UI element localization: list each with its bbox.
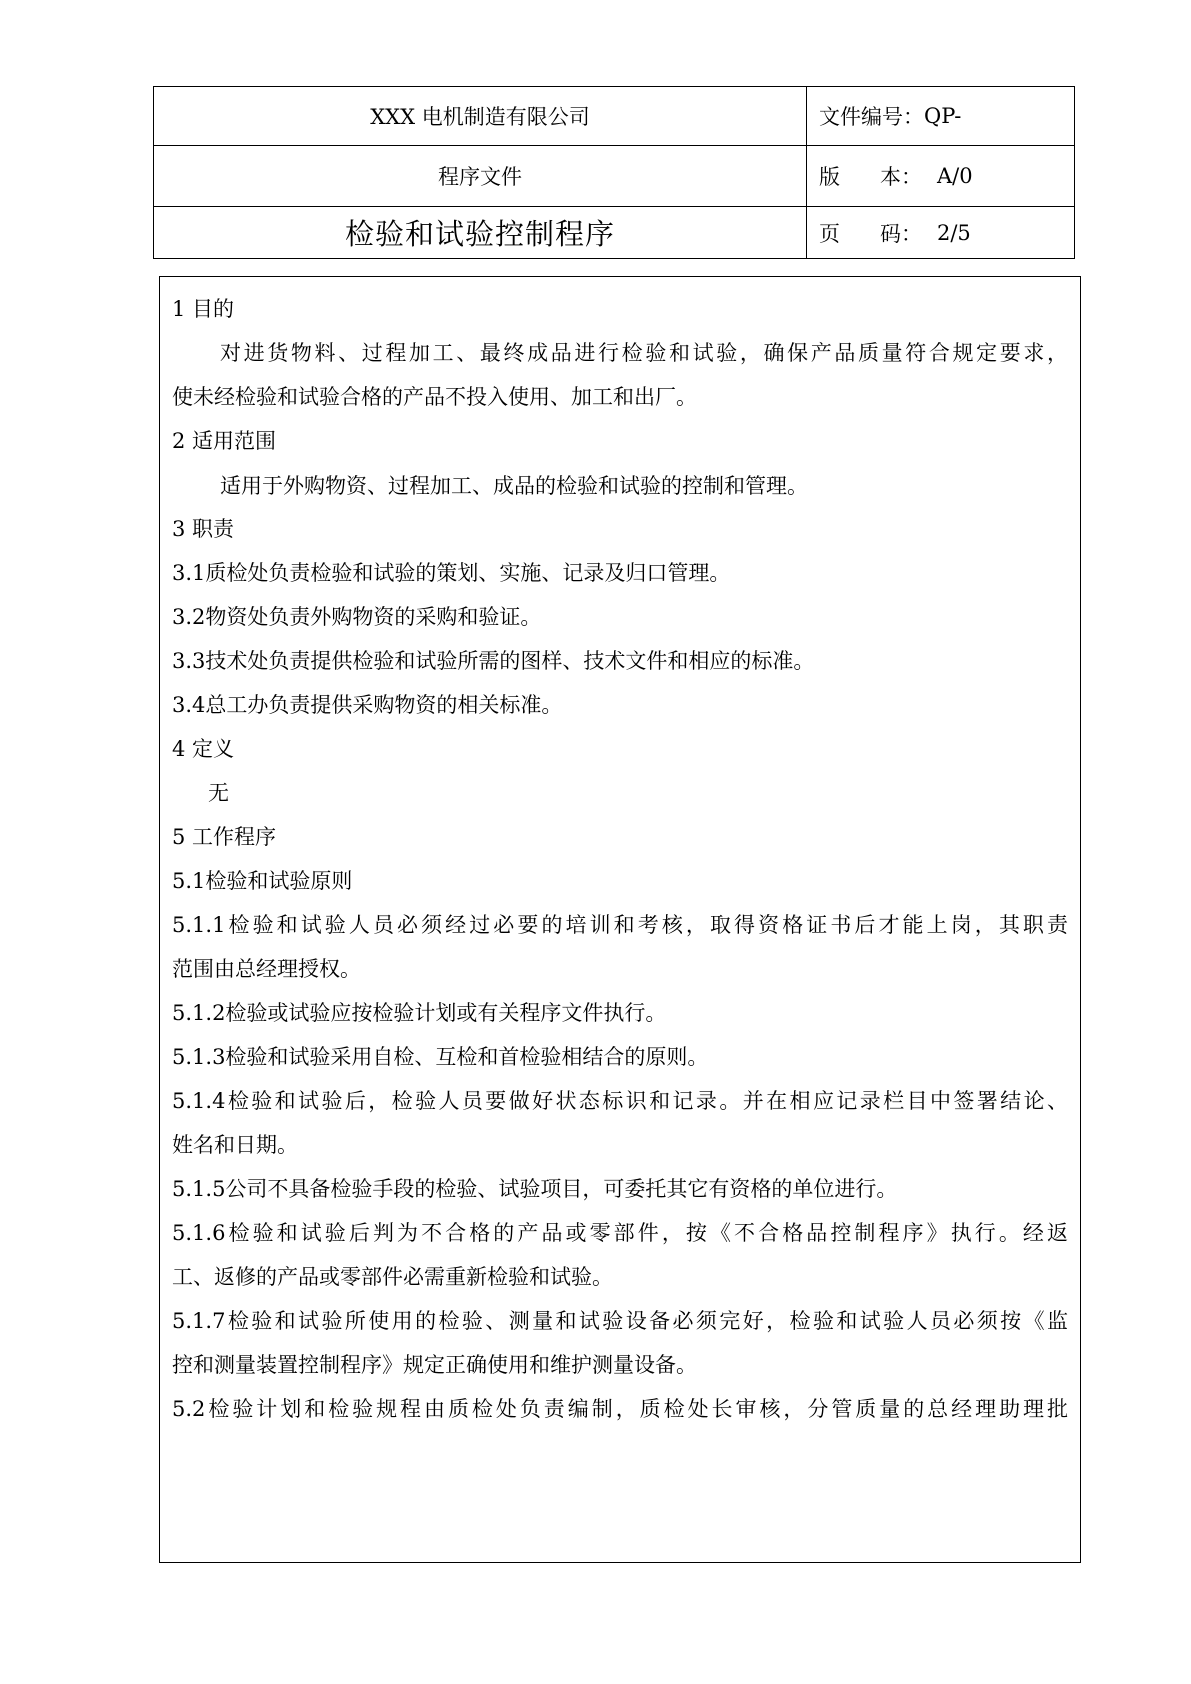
section-heading: 4 定义 <box>172 737 235 761</box>
paragraph-line: 使未经检验和试验合格的产品不投入使用、加工和出厂。 <box>172 385 697 409</box>
doc-number-cell <box>819 87 1074 145</box>
version-cell <box>819 146 1074 206</box>
page-cell <box>819 207 1074 258</box>
paragraph-line: 3.2物资处负责外购物资的采购和验证。 <box>172 605 542 629</box>
paragraph-line: 5.1检验和试验原则 <box>172 869 353 893</box>
doc-type: 程序文件 <box>438 165 522 189</box>
header-row-company <box>154 87 1074 146</box>
version-label: 版 本： <box>819 165 923 189</box>
paragraph-line: 控和测量装置控制程序》规定正确使用和维护测量设备。 <box>172 1353 697 1377</box>
paragraph-line: 5.1.5公司不具备检验手段的检验、试验项目，可委托其它有资格的单位进行。 <box>172 1177 898 1201</box>
document-header-table <box>153 86 1075 259</box>
paragraph-line: 工、返修的产品或零部件必需重新检验和试验。 <box>172 1265 613 1289</box>
section-heading: 1 目的 <box>172 297 235 321</box>
section-heading: 5 工作程序 <box>172 825 277 849</box>
paragraph-line: 5.1.4检验和试验后，检验人员要做好状态标识和记录。并在相应记录栏目中签署结论、 <box>172 1089 1068 1113</box>
paragraph-line: 对进货物料、过程加工、最终成品进行检验和试验，确保产品质量符合规定要求， <box>220 341 1068 365</box>
paragraph-line: 3.3技术处负责提供检验和试验所需的图样、技术文件和相应的标准。 <box>172 649 815 673</box>
document-body <box>159 276 1081 1563</box>
header-divider <box>806 87 807 145</box>
paragraph-line: 5.2检验计划和检验规程由质检处负责编制，质检处长审核，分管质量的总经理助理批 <box>172 1397 1068 1421</box>
paragraph-line: 5.1.6检验和试验后判为不合格的产品或零部件，按《不合格品控制程序》执行。经返 <box>172 1221 1068 1245</box>
paragraph-line: 5.1.1检验和试验人员必须经过必要的培训和考核，取得资格证书后才能上岗，其职责 <box>172 913 1068 937</box>
section-heading: 2 适用范围 <box>172 429 277 453</box>
document-title: 检验和试验控制程序 <box>344 217 615 251</box>
header-divider <box>806 207 807 258</box>
paragraph-line: 3.4总工办负责提供采购物资的相关标准。 <box>172 693 563 717</box>
paragraph-line: 姓名和日期。 <box>172 1133 298 1157</box>
doc-number-label: 文件编号： <box>819 105 924 129</box>
page-label: 页 码： <box>819 221 923 246</box>
header-row-title <box>154 207 1074 258</box>
paragraph-line: 无 <box>208 781 229 805</box>
doc-number-value: QP- <box>924 104 962 128</box>
version-value: A/0 <box>937 164 973 188</box>
paragraph-line: 5.1.3检验和试验采用自检、互检和首检验相结合的原则。 <box>172 1045 709 1069</box>
company-name: XXX 电机制造有限公司 <box>370 105 590 129</box>
header-divider <box>806 146 807 206</box>
paragraph-line: 适用于外购物资、过程加工、成品的检验和试验的控制和管理。 <box>220 474 808 498</box>
paragraph-line: 5.1.7检验和试验所使用的检验、测量和试验设备必须完好，检验和试验人员必须按《监 <box>172 1309 1068 1333</box>
page-value: 2/5 <box>937 220 971 245</box>
section-heading: 3 职责 <box>172 517 235 541</box>
paragraph-line: 5.1.2检验或试验应按检验计划或有关程序文件执行。 <box>172 1001 667 1025</box>
paragraph-line: 3.1质检处负责检验和试验的策划、实施、记录及归口管理。 <box>172 561 731 585</box>
header-row-doctype <box>154 146 1074 207</box>
paragraph-line: 范围由总经理授权。 <box>172 957 361 981</box>
